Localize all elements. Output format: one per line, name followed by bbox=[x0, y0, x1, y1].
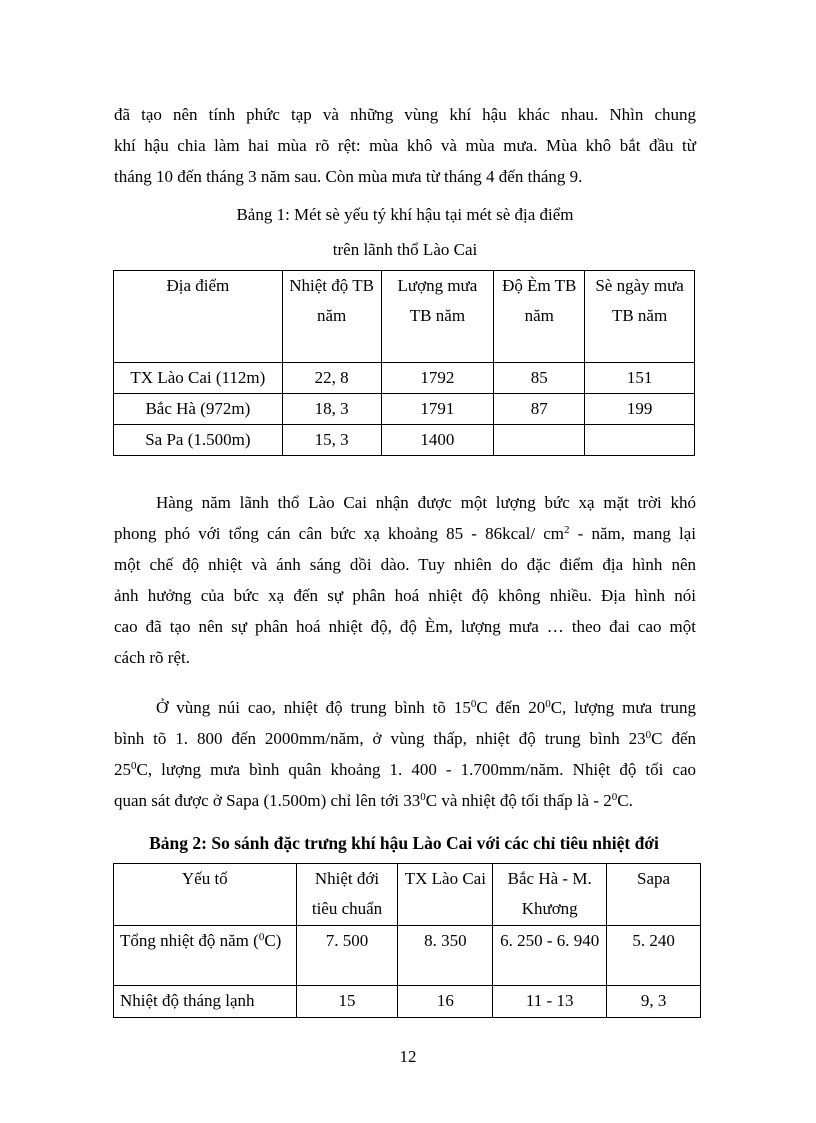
table2-header-cell: Sapa bbox=[607, 864, 701, 926]
table2-header-cell: Bắc Hà - M. Khương bbox=[493, 864, 607, 926]
table2-header-cell: TX Lào Cai bbox=[398, 864, 493, 926]
table-cell bbox=[585, 425, 695, 456]
table2-caption: Bảng 2: So sánh đặc trưng khí hậu Lào Cai với các chỉ tiêu nhiệt đới bbox=[149, 833, 659, 853]
table-cell: Nhiệt độ tháng lạnh bbox=[114, 986, 297, 1018]
table-cell: 87 bbox=[494, 394, 585, 425]
table-row bbox=[114, 926, 701, 986]
paragraph-line: quan sát được ở Sapa (1.500m) chỉ lên tới $33^0C$ và nhiệt độ tối thấp là - $2^0C$. bbox=[114, 791, 633, 810]
table-cell: 5. 240 bbox=[607, 926, 701, 986]
radiation-paragraph bbox=[114, 487, 696, 673]
table-row bbox=[114, 363, 695, 394]
table-cell: 22, 8 bbox=[282, 363, 381, 394]
table-cell: 16 bbox=[398, 986, 493, 1018]
table-cell: 85 bbox=[494, 363, 585, 394]
paragraph-line: ảnh hưởng của bức xạ đến sự phân hoá nhiệt độ không nhiều. Địa hình nói bbox=[114, 586, 696, 605]
intro-paragraph bbox=[114, 99, 696, 192]
paragraph-line: Hàng năm lãnh thổ Lào Cai nhận được một lượng bức xạ mặt trời khó bbox=[156, 493, 696, 512]
paragraph-line: bình tõ 1. 800 đến 2000mm/năm, ở vùng thấp, nhiệt độ trung bình $23^0C$ đến bbox=[114, 729, 696, 748]
intro-line: khí hậu chia làm hai mùa rõ rệt: mùa khô và mùa mưa. Mùa khô bắt đầu từ bbox=[114, 136, 696, 155]
paragraph-line: $25^0C$, lượng mưa bình quân khoảng 1. 400 - 1.700mm/năm. Nhiệt độ tối cao bbox=[114, 760, 696, 779]
table-row bbox=[114, 394, 695, 425]
table-cell: 15, 3 bbox=[282, 425, 381, 456]
table-row bbox=[114, 986, 701, 1018]
table-cell: 9, 3 bbox=[607, 986, 701, 1018]
table-cell: 1400 bbox=[381, 425, 494, 456]
table-cell: 8. 350 bbox=[398, 926, 493, 986]
table-cell: 15 bbox=[296, 986, 398, 1018]
table-cell: 1791 bbox=[381, 394, 494, 425]
table1-header-cell: Địa điểm bbox=[114, 271, 283, 363]
table-cell: 7. 500 bbox=[296, 926, 398, 986]
paragraph-line: phong phó với tổng cán cân bức xạ khoảng 85 - 86kcal/ $cm^2$ - năm, mang lại bbox=[114, 524, 696, 543]
table-cell: 11 - 13 bbox=[493, 986, 607, 1018]
paragraph-line: Ở vùng núi cao, nhiệt độ trung bình tõ $15^0C$ đến $20^0C$, lượng mưa trung bbox=[156, 698, 696, 717]
intro-line: tháng 10 đến tháng 3 năm sau. Còn mùa mưa từ tháng 4 đến tháng 9. bbox=[114, 167, 583, 186]
table1-caption-line2: trên lãnh thổ Lào Cai bbox=[332, 240, 478, 259]
table2 bbox=[113, 863, 701, 1018]
table-cell bbox=[494, 425, 585, 456]
mountain-paragraph bbox=[114, 692, 696, 816]
table1-header-row bbox=[114, 271, 695, 363]
table1-caption: Bảng 1: Mét sè yếu tý khí hậu tại mét sè địa điểm bbox=[236, 205, 574, 224]
table-cell: Tổng nhiệt độ năm ($^0$C) bbox=[114, 926, 297, 986]
paragraph-line: cao đã tạo nên sự phân hoá nhiệt độ, độ Èm, lượng mưa … theo đai cao một bbox=[114, 617, 696, 636]
table1-header-cell: Sè ngày mưa TB năm bbox=[585, 271, 695, 363]
paragraph-line: cách rõ rệt. bbox=[114, 648, 190, 667]
table-cell: 6. 250 - 6. 940 bbox=[493, 926, 607, 986]
table1-header-cell: Độ Èm TB năm bbox=[494, 271, 585, 363]
table1 bbox=[113, 270, 695, 456]
intro-line: đã tạo nên tính phức tạp và những vùng khí hậu khác nhau. Nhìn chung bbox=[114, 105, 696, 124]
table-cell: 18, 3 bbox=[282, 394, 381, 425]
table1-header-cell: Lượng mưa TB năm bbox=[381, 271, 494, 363]
page-number: 12 bbox=[399, 1047, 417, 1066]
table-cell: 199 bbox=[585, 394, 695, 425]
table-cell: Sa Pa (1.500m) bbox=[114, 425, 283, 456]
table2-header-row bbox=[114, 864, 701, 926]
table1-header-cell: Nhiệt độ TB năm bbox=[282, 271, 381, 363]
table-cell: 151 bbox=[585, 363, 695, 394]
table-row bbox=[114, 425, 695, 456]
table2-header-cell: Nhiệt đới tiêu chuẩn bbox=[296, 864, 398, 926]
table-cell: 1792 bbox=[381, 363, 494, 394]
table-cell: TX Lào Cai (112m) bbox=[114, 363, 283, 394]
paragraph-line: một chế độ nhiệt và ánh sáng dồi dào. Tuy nhiên do đặc điểm địa hình nên bbox=[114, 555, 696, 574]
table-cell: Bắc Hà (972m) bbox=[114, 394, 283, 425]
table2-header-cell: Yếu tố bbox=[114, 864, 297, 926]
